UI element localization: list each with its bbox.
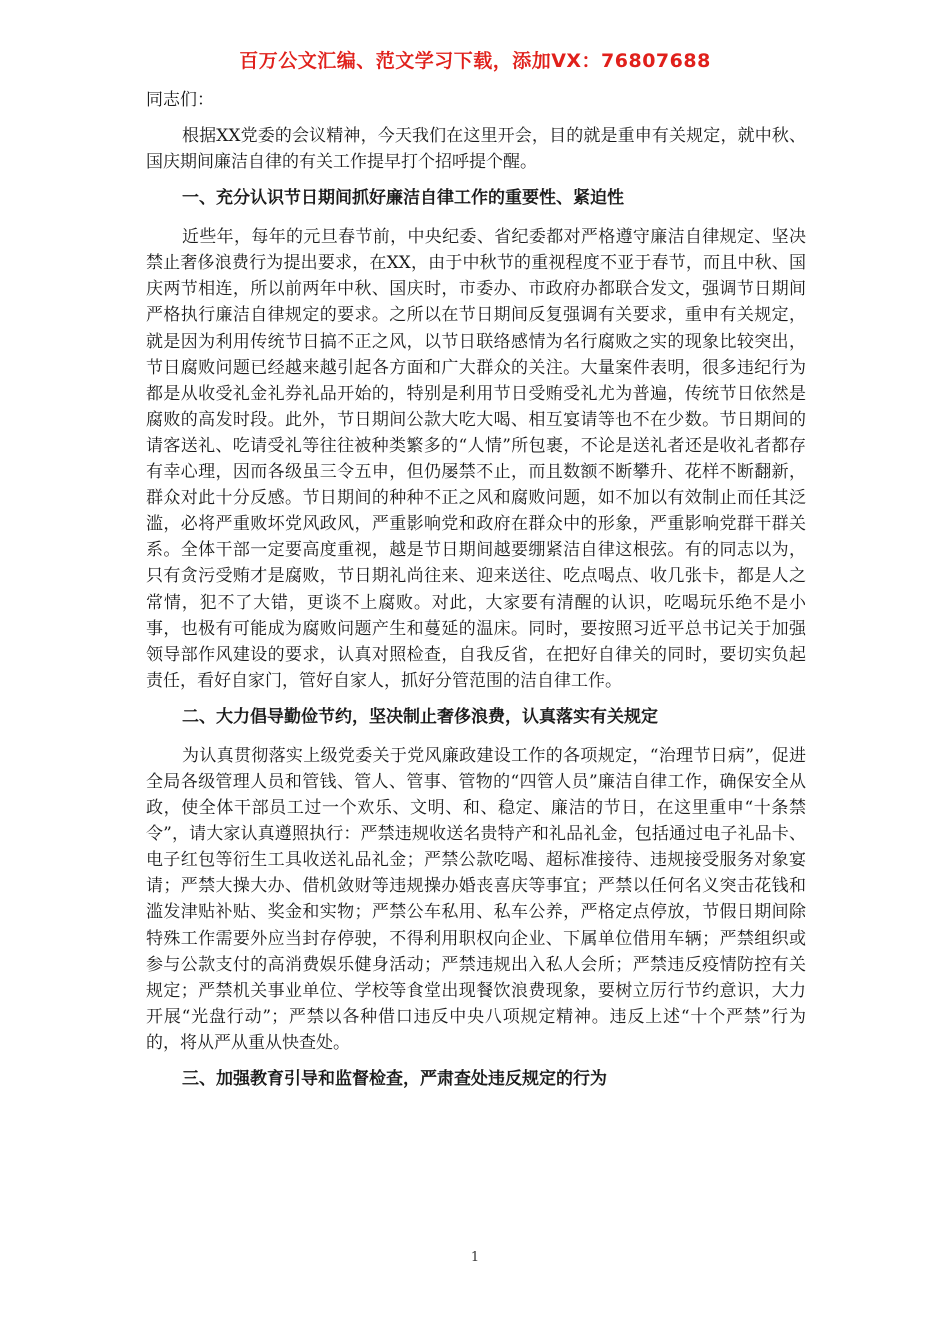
section-heading-2: 二、大力倡导勤俭节约，坚决制止奢侈浪费，认真落实有关规定 xyxy=(182,706,658,727)
intro-paragraph: 根据XX党委的会议精神，今天我们在这里开会，目的就是重申有关规定，就中秋、国庆期间廉洁自律的有关工作提早打个招呼提个醒。 xyxy=(146,126,806,173)
section-heading-3: 三、加强教育引导和监督检查，严肃查处违反规定的行为 xyxy=(182,1069,607,1089)
watermark-banner: 百万公文汇编、范文学习下载，添加VX：76807688 xyxy=(239,50,711,72)
salutation: 同志们： xyxy=(146,90,214,110)
section-body-2: 为认真贯彻落实上级党委关于党风廉政建设工作的各项规定，“治理节日病”，促进全局各级管理人员和管钱、管人、管事、管物的“四管人员”廉洁自律工作，确保安全从政，使全体干部员工过一个欢乐、文明、和、稳定、廉洁的节日，在这里重申“十条禁令”，请大家认真遵照执行：严禁违规收送名贵特产和礼品礼金，包括通过电子礼品卡、电子红包等衍生工具收送礼品礼金；严禁公款吃喝、超标准接待、违规接受服务对象宴请；严禁大操大办、借机敛财等违规操办婚丧喜庆等事宜；严禁以任何名义突击花钱和滥发津贴补贴、奖金和实物；严禁公车私用、私车公养，严格定点停放，节假日期间除特殊工作需要外应当封存停驶，不得利用职权向企业、下属单位借用车辆；严禁组织或参与公款支付的高消费娱乐健身活动；严禁违规出入私人会所；严禁违反疫情防控有关规定；严禁机关事业单位、学校等食堂出现餐饮浪费现象，要树立厉行节约意识，大力开展“光盘行动”；严禁以各种借口违反中央八项规定精神。违反上述“十个严禁”行为的，将从严从重从快查处。 xyxy=(146,745,806,1053)
section-body-1: 近些年，每年的元旦春节前，中央纪委、省纪委都对严格遵守廉洁自律规定、坚决禁止奢侈浪费行为提出要求，在XX，由于中秋节的重视程度不亚于春节，而且中秋、国庆两节相连，所以前两年中秋、国庆时，市委办、市政府办都联合发文，强调节日期间严格执行廉洁自律规定的要求。之所以在节日期间反复强调有关要求，重申有关规定，就是因为利用传统节日搞不正之风，以节日联络感情为名行腐败之实的现象比较突出，节日腐败问题已经越来越引起各方面和广大群众的关注。大量案件表明，很多违纪行为都是从收受礼金礼券礼品开始的，特别是利用节日受贿受礼尤为普遍，传统节日依然是腐败的高发时段。此外，节日期间公款大吃大喝、相互宴请等也不在少数。节日期间的请客送礼、吃请受礼等往往被种类繁多的“人情”所包裹，不论是送礼者还是收礼者都存有幸心理，因而各级虽三令五申，但仍屡禁不止，而且数额不断攀升、花样不断翻新，群众对此十分反感。节日期间的种种不正之风和腐败问题，如不加以有效制止而任其泛滥，必将严重败坏党风政风，严重影响党和政府在群众中的形象，严重影响党群干群关系。全体干部一定要高度重视，越是节日期间越要绷紧洁自律这根弦。有的同志以为，只有贪污受贿才是腐败，节日期礼尚往来、迎来送往、吃点喝点、收几张卡，都是人之常情，犯不了大错，更谈不上腐败。对此，大家要有清醒的认识，吃喝玩乐绝不是小事，也极有可能成为腐败问题产生和蔓延的温床。同时，要按照习近平总书记关于加强领导部作风建设的要求，认真对照检查，自我反省，在把好自律关的同时，要切实负起责任，看好自家门，管好自家人，抓好分管范围的洁自律工作。 xyxy=(146,227,806,691)
document-body xyxy=(146,86,806,1105)
section-heading-1: 一、充分认识节日期间抓好廉洁自律工作的重要性、紧迫性 xyxy=(182,188,624,209)
page-number: 1 xyxy=(470,1250,480,1265)
